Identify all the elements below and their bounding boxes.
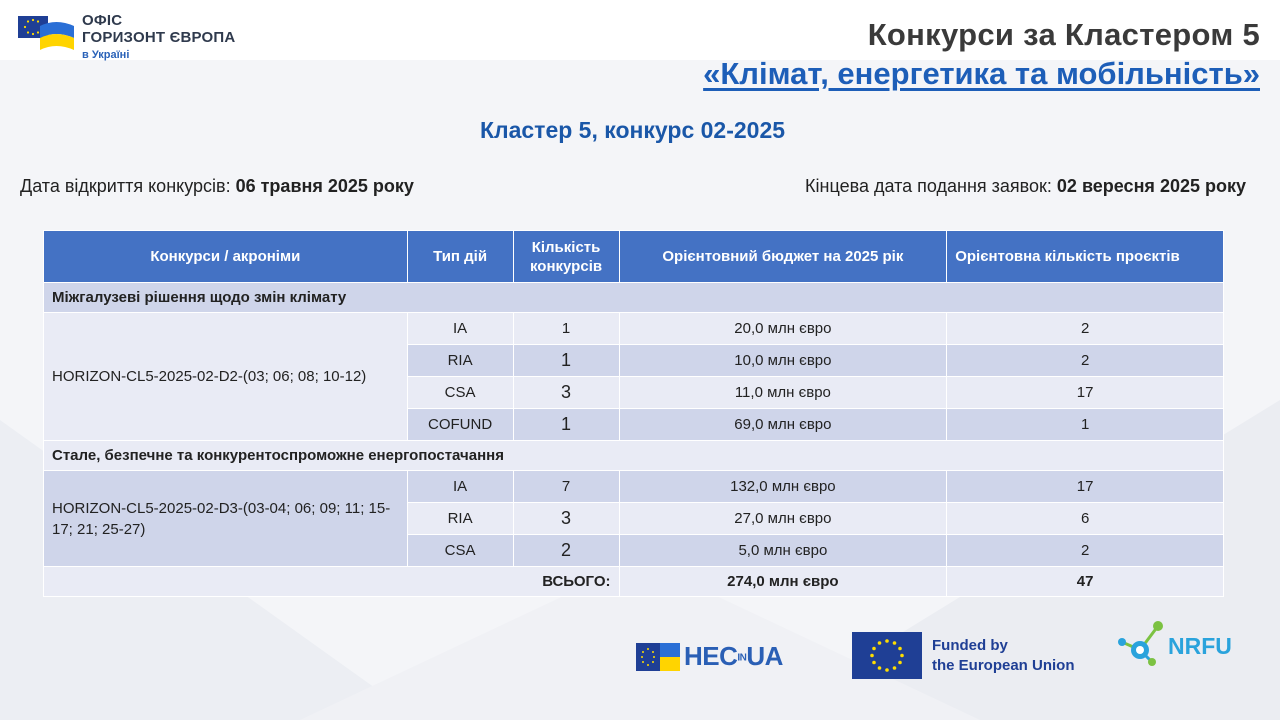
hec-ua-logo — [636, 641, 783, 672]
projects-cell: 1 — [947, 409, 1224, 441]
call-acronym: HORIZON-CL5-2025-02-D2-(03; 06; 08; 10-12) — [44, 313, 408, 441]
header-type: Тип дій — [407, 231, 513, 283]
projects-cell: 6 — [947, 503, 1224, 535]
logo-line-2: ГОРИЗОНТ ЄВРОПА — [82, 29, 236, 46]
count-cell: 3 — [513, 503, 619, 535]
table-header-row — [44, 231, 1224, 283]
type-cell: COFUND — [407, 409, 513, 441]
hec-label: HEC — [684, 641, 738, 671]
group-title: Міжгалузеві рішення щодо змін клімату — [44, 283, 1224, 313]
funded-by-eu-logo — [852, 632, 1075, 679]
table-row — [44, 471, 1224, 503]
open-date — [20, 176, 414, 197]
office-horizon-europe-logo — [18, 12, 235, 64]
deadline-value: 02 вересня 2025 року — [1056, 176, 1246, 196]
type-cell: CSA — [407, 377, 513, 409]
total-budget: 274,0 млн євро — [619, 567, 947, 597]
group-title: Стале, безпечне та конкурентоспроможне енергопостачання — [44, 441, 1224, 471]
budget-cell: 5,0 млн євро — [619, 535, 947, 567]
budget-cell: 69,0 млн євро — [619, 409, 947, 441]
count-cell: 7 — [513, 471, 619, 503]
eu-flag-icon — [852, 632, 922, 679]
header-count: Кількість конкурсів — [513, 231, 619, 283]
eu-line-2: the European Union — [932, 656, 1075, 674]
eu-ukraine-flag-icon — [18, 12, 76, 52]
total-row — [44, 567, 1224, 597]
title-line-1: Конкурси за Кластером 5 — [867, 17, 1260, 52]
total-projects: 47 — [947, 567, 1224, 597]
budget-cell: 10,0 млн євро — [619, 345, 947, 377]
calls-table — [43, 230, 1224, 597]
header-projects: Орієнтовна кількість проєктів — [947, 231, 1224, 283]
deadline-label: Кінцева дата подання заявок: — [805, 176, 1052, 196]
type-cell: IA — [407, 313, 513, 345]
open-date-value: 06 травня 2025 року — [235, 176, 414, 196]
slide-title — [703, 16, 1260, 94]
subtitle: Кластер 5, конкурс 02-2025 — [479, 117, 786, 143]
deadline-date — [805, 176, 1246, 197]
type-cell: RIA — [407, 503, 513, 535]
projects-cell: 17 — [947, 471, 1224, 503]
nrfu-logo — [1114, 618, 1232, 674]
budget-cell: 132,0 млн євро — [619, 471, 947, 503]
projects-cell: 2 — [947, 313, 1224, 345]
eu-line-1: Funded by — [932, 636, 1008, 654]
call-acronym: HORIZON-CL5-2025-02-D3-(03-04; 06; 09; 11; 15-17; 21; 25-27) — [44, 471, 408, 567]
count-cell: 1 — [513, 345, 619, 377]
open-date-label: Дата відкриття конкурсів: — [20, 176, 231, 196]
logo-line-3: в Україні — [82, 49, 130, 61]
budget-cell: 27,0 млн євро — [619, 503, 947, 535]
group-row — [44, 283, 1224, 313]
eu-ukraine-flag-icon — [636, 643, 680, 671]
count-cell: 3 — [513, 377, 619, 409]
count-cell: 2 — [513, 535, 619, 567]
hec-ua-label: UA — [746, 641, 783, 671]
budget-cell: 11,0 млн євро — [619, 377, 947, 409]
table-row — [44, 313, 1224, 345]
title-link[interactable]: «Клімат, енергетика та мобільність» — [703, 56, 1260, 91]
type-cell: RIA — [407, 345, 513, 377]
header-calls: Конкурси / акроніми — [44, 231, 408, 283]
projects-cell: 2 — [947, 345, 1224, 377]
projects-cell: 17 — [947, 377, 1224, 409]
logo-line-1: ОФІС — [82, 12, 123, 29]
hec-in-label: IN — [737, 652, 747, 664]
count-cell: 1 — [513, 409, 619, 441]
type-cell: CSA — [407, 535, 513, 567]
total-label: ВСЬОГО: — [44, 567, 620, 597]
header-budget: Орієнтовний бюджет на 2025 рік — [619, 231, 947, 283]
molecule-icon — [1114, 618, 1166, 674]
type-cell: IA — [407, 471, 513, 503]
hec-text — [684, 641, 783, 672]
group-row — [44, 441, 1224, 471]
count-cell: 1 — [513, 313, 619, 345]
projects-cell: 2 — [947, 535, 1224, 567]
budget-cell: 20,0 млн євро — [619, 313, 947, 345]
nrfu-label: NRFU — [1168, 632, 1232, 659]
